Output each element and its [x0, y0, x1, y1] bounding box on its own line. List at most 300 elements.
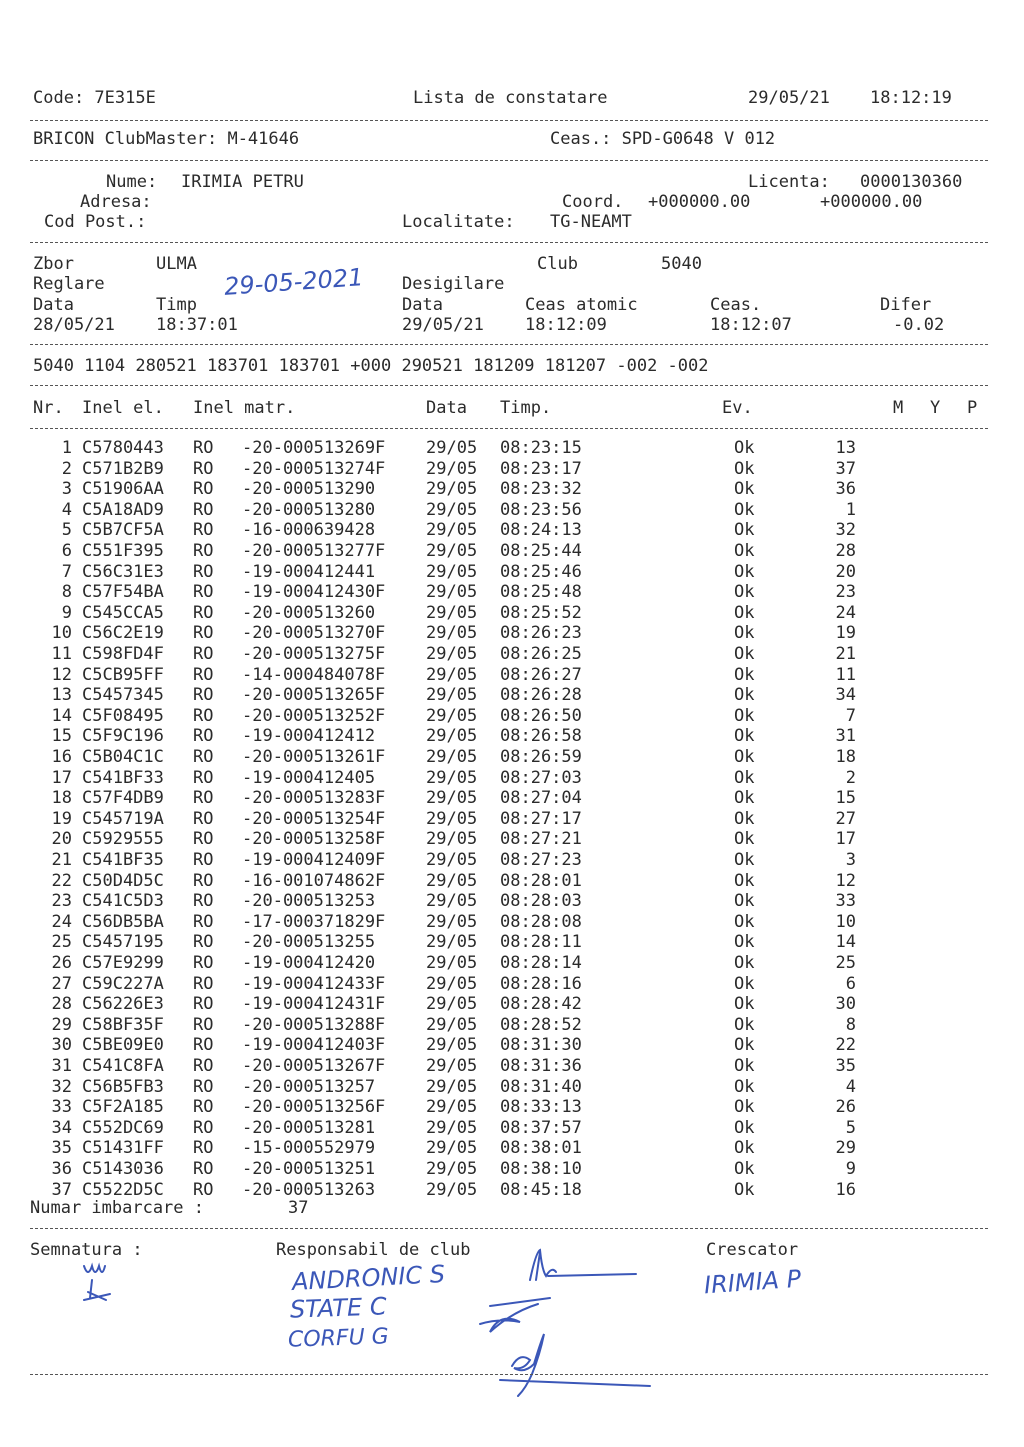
row-inel-el: C5522D5C	[82, 1179, 164, 1200]
row-nr: 1	[61, 438, 72, 458]
col-inel-matr: Inel matr.	[193, 398, 296, 418]
row-inel-el: C57E9299	[82, 953, 164, 973]
owner-name: IRIMIA PETRU	[181, 172, 304, 192]
row-inel-matr: -20-000513283F	[242, 788, 386, 809]
col-y: Y	[930, 398, 941, 418]
data2-label: Data	[402, 295, 443, 315]
row-rank: 1	[845, 499, 856, 520]
row-time: 08:28:08	[500, 911, 582, 932]
row-nr: 7	[61, 561, 72, 582]
row-nr: 25	[51, 932, 72, 953]
row-inel-el: C571B2B9	[82, 458, 164, 479]
row-nr: 35	[51, 1138, 72, 1159]
row-inel-el: C541BF33	[82, 767, 164, 788]
row-inel-matr: -20-000513265F	[242, 685, 386, 706]
row-time: 08:24:13	[500, 520, 582, 541]
row-inel-matr: -15-000552979	[242, 1138, 376, 1159]
row-time: 08:28:01	[500, 870, 582, 891]
row-inel-el: C5B04C1C	[82, 747, 164, 767]
col-inel-el: Inel el.	[82, 398, 164, 418]
row-inel-el: C5929555	[82, 829, 164, 850]
row-inel-matr: -19-000412409F	[242, 850, 386, 870]
row-date: 29/05	[426, 1097, 478, 1118]
row-time: 08:27:23	[500, 850, 582, 870]
row-inel-matr: -19-000412431F	[242, 994, 386, 1015]
row-country: RO	[193, 1076, 214, 1097]
row-country: RO	[193, 499, 214, 520]
row-inel-matr: -19-000412433F	[242, 973, 386, 994]
row-inel-el: C56DB5BA	[82, 911, 164, 932]
row-date: 29/05	[426, 623, 478, 644]
row-ev: Ok	[734, 1014, 755, 1035]
row-rank: 28	[835, 541, 856, 561]
row-country: RO	[193, 685, 214, 706]
row-nr: 16	[51, 747, 72, 767]
row-inel-matr: -19-000412403F	[242, 1035, 386, 1056]
row-time: 08:28:42	[500, 994, 582, 1015]
row-inel-matr: -20-000513254F	[242, 808, 386, 829]
club-label: Club	[537, 254, 578, 274]
row-inel-el: C545719A	[82, 808, 164, 829]
row-inel-matr: -20-000513274F	[242, 458, 386, 479]
row-rank: 22	[835, 1035, 856, 1056]
row-date: 29/05	[426, 911, 478, 932]
row-time: 08:28:16	[500, 973, 582, 994]
row-inel-matr: -20-000513255	[242, 932, 376, 953]
row-time: 08:27:21	[500, 829, 582, 850]
row-time: 08:23:15	[500, 438, 582, 458]
row-nr: 12	[51, 664, 72, 685]
row-time: 08:38:01	[500, 1138, 582, 1159]
code-label: Code: 7E315E	[33, 88, 156, 108]
row-ev: Ok	[734, 1097, 755, 1118]
row-inel-matr: -20-000513260	[242, 602, 376, 623]
row-inel-matr: -20-000513261F	[242, 747, 386, 767]
row-inel-el: C541BF35	[82, 850, 164, 870]
row-country: RO	[193, 1138, 214, 1159]
row-ev: Ok	[734, 891, 755, 912]
row-ev: Ok	[734, 1138, 755, 1159]
col-timp: Timp.	[500, 398, 552, 418]
row-inel-el: C541C8FA	[82, 1056, 164, 1076]
row-date: 29/05	[426, 1138, 478, 1159]
row-date: 29/05	[426, 747, 478, 767]
ceas-label: Ceas.	[710, 295, 762, 315]
row-rank: 29	[835, 1138, 856, 1159]
signature-label: Semnatura :	[30, 1240, 143, 1260]
row-time: 08:33:13	[500, 1097, 582, 1118]
row-country: RO	[193, 644, 214, 664]
row-rank: 3	[845, 850, 856, 870]
row-inel-el: C56B5FB3	[82, 1076, 164, 1097]
breeder-name: IRIMIA P	[703, 1264, 802, 1300]
row-date: 29/05	[426, 973, 478, 994]
row-nr: 17	[51, 767, 72, 788]
row-date: 29/05	[426, 1035, 478, 1056]
row-nr: 9	[61, 602, 72, 623]
row-rank: 16	[835, 1179, 856, 1200]
row-time: 08:28:03	[500, 891, 582, 912]
row-time: 08:25:46	[500, 561, 582, 582]
timp-label: Timp	[156, 295, 197, 315]
row-time: 08:27:03	[500, 767, 582, 788]
row-nr: 36	[51, 1159, 72, 1179]
breeder-label: Crescator	[706, 1240, 799, 1260]
row-country: RO	[193, 891, 214, 912]
difer-label: Difer	[880, 295, 932, 315]
row-ev: Ok	[734, 1076, 755, 1097]
resp-name-2: STATE C	[289, 1292, 388, 1324]
club-number: 5040	[661, 254, 702, 274]
name-label: Nume:	[106, 172, 158, 192]
col-p: P	[967, 398, 978, 418]
divider	[30, 1374, 988, 1375]
row-inel-matr: -20-000513270F	[242, 623, 386, 644]
row-nr: 11	[51, 644, 72, 664]
row-inel-el: C598FD4F	[82, 644, 164, 664]
row-time: 08:25:48	[500, 582, 582, 603]
club-resp-label: Responsabil de club	[276, 1240, 471, 1260]
row-date: 29/05	[426, 520, 478, 541]
row-date: 29/05	[426, 891, 478, 912]
locality-label: Localitate:	[402, 212, 515, 232]
row-inel-el: C545CCA5	[82, 602, 164, 623]
row-nr: 8	[61, 582, 72, 603]
row-country: RO	[193, 911, 214, 932]
row-nr: 4	[61, 499, 72, 520]
row-country: RO	[193, 520, 214, 541]
row-rank: 10	[835, 911, 856, 932]
row-date: 29/05	[426, 705, 478, 726]
row-country: RO	[193, 808, 214, 829]
row-date: 29/05	[426, 458, 478, 479]
row-rank: 20	[835, 561, 856, 582]
signature-2	[480, 1298, 550, 1332]
row-rank: 2	[845, 767, 856, 788]
row-date: 29/05	[426, 1179, 478, 1200]
row-inel-el: C5457195	[82, 932, 164, 953]
clock-id: Ceas.: SPD-G0648 V 012	[550, 129, 776, 149]
row-date: 29/05	[426, 561, 478, 582]
count-value: 37	[288, 1198, 309, 1218]
row-ev: Ok	[734, 479, 755, 500]
row-inel-matr: -19-000412441	[242, 561, 376, 582]
row-rank: 30	[835, 994, 856, 1015]
row-ev: Ok	[734, 499, 755, 520]
row-inel-matr: -20-000513290	[242, 479, 376, 500]
row-date: 29/05	[426, 685, 478, 706]
zbor-label: Zbor	[33, 254, 74, 274]
row-country: RO	[193, 953, 214, 973]
row-country: RO	[193, 1014, 214, 1035]
col-m: M	[893, 398, 904, 418]
row-inel-el: C5F08495	[82, 705, 164, 726]
row-time: 08:23:32	[500, 479, 582, 500]
row-nr: 26	[51, 953, 72, 973]
row-time: 08:26:27	[500, 664, 582, 685]
desig-date: 29/05/21	[402, 315, 484, 335]
signature-owner	[84, 1266, 110, 1300]
row-nr: 32	[51, 1076, 72, 1097]
row-ev: Ok	[734, 458, 755, 479]
row-time: 08:23:56	[500, 499, 582, 520]
row-time: 08:27:17	[500, 808, 582, 829]
difer-value: -0.02	[893, 315, 945, 335]
row-inel-el: C541C5D3	[82, 891, 164, 912]
signature-3	[500, 1334, 650, 1396]
row-inel-matr: -20-000513281	[242, 1117, 376, 1138]
row-time: 08:26:50	[500, 705, 582, 726]
row-ev: Ok	[734, 953, 755, 973]
reglare-label: Reglare	[33, 274, 105, 294]
row-inel-matr: -17-000371829F	[242, 911, 386, 932]
row-time: 08:31:40	[500, 1076, 582, 1097]
row-ev: Ok	[734, 1159, 755, 1179]
coord-x: +000000.00	[648, 192, 751, 212]
row-inel-matr: -20-000513280	[242, 499, 376, 520]
row-ev: Ok	[734, 767, 755, 788]
row-time: 08:26:58	[500, 726, 582, 747]
row-inel-el: C51906AA	[82, 479, 164, 500]
row-ev: Ok	[734, 808, 755, 829]
row-nr: 33	[51, 1097, 72, 1118]
row-inel-matr: -19-000412412	[242, 726, 376, 747]
row-nr: 22	[51, 870, 72, 891]
row-rank: 32	[835, 520, 856, 541]
row-inel-matr: -20-000513253	[242, 891, 376, 912]
row-inel-el: C56C2E19	[82, 623, 164, 644]
row-ev: Ok	[734, 602, 755, 623]
row-country: RO	[193, 1035, 214, 1056]
row-ev: Ok	[734, 438, 755, 458]
row-date: 29/05	[426, 829, 478, 850]
reglare-date: 28/05/21	[33, 315, 115, 335]
print-time: 18:12:19	[870, 88, 952, 108]
row-time: 08:31:30	[500, 1035, 582, 1056]
row-date: 29/05	[426, 1014, 478, 1035]
row-nr: 15	[51, 726, 72, 747]
row-rank: 21	[835, 644, 856, 664]
row-nr: 37	[51, 1179, 72, 1200]
row-inel-matr: -20-000513288F	[242, 1014, 386, 1035]
row-date: 29/05	[426, 953, 478, 973]
row-inel-el: C551F395	[82, 541, 164, 561]
row-nr: 34	[51, 1117, 72, 1138]
row-date: 29/05	[426, 850, 478, 870]
row-country: RO	[193, 582, 214, 603]
row-nr: 27	[51, 973, 72, 994]
row-inel-matr: -14-000484078F	[242, 664, 386, 685]
row-nr: 28	[51, 994, 72, 1015]
page-title: Lista de constatare	[413, 88, 608, 108]
row-ev: Ok	[734, 747, 755, 767]
row-rank: 11	[835, 664, 856, 685]
row-rank: 17	[835, 829, 856, 850]
count-label: Numar imbarcare :	[30, 1198, 204, 1218]
row-time: 08:37:57	[500, 1117, 582, 1138]
row-date: 29/05	[426, 602, 478, 623]
row-inel-matr: -20-000513251	[242, 1159, 376, 1179]
license-label: Licenta:	[748, 172, 830, 192]
row-inel-matr: -20-000513258F	[242, 829, 386, 850]
row-country: RO	[193, 1179, 214, 1200]
row-country: RO	[193, 479, 214, 500]
row-inel-matr: -16-001074862F	[242, 870, 386, 891]
row-date: 29/05	[426, 479, 478, 500]
row-date: 29/05	[426, 726, 478, 747]
row-time: 08:38:10	[500, 1159, 582, 1179]
system-id: BRICON ClubMaster: M-41646	[33, 129, 300, 149]
row-time: 08:27:04	[500, 788, 582, 809]
row-rank: 35	[835, 1056, 856, 1076]
row-country: RO	[193, 561, 214, 582]
row-date: 29/05	[426, 994, 478, 1015]
row-date: 29/05	[426, 1076, 478, 1097]
row-inel-matr: -19-000412430F	[242, 582, 386, 603]
row-date: 29/05	[426, 438, 478, 458]
row-rank: 24	[835, 602, 856, 623]
row-date: 29/05	[426, 644, 478, 664]
row-ev: Ok	[734, 870, 755, 891]
row-date: 29/05	[426, 582, 478, 603]
row-time: 08:28:52	[500, 1014, 582, 1035]
row-inel-matr: -19-000412420	[242, 953, 376, 973]
row-time: 08:23:17	[500, 458, 582, 479]
row-country: RO	[193, 438, 214, 458]
postal-label: Cod Post.:	[44, 212, 147, 232]
row-ev: Ok	[734, 829, 755, 850]
row-rank: 25	[835, 953, 856, 973]
row-inel-el: C50D4D5C	[82, 870, 164, 891]
row-country: RO	[193, 705, 214, 726]
row-date: 29/05	[426, 664, 478, 685]
row-rank: 15	[835, 788, 856, 809]
row-rank: 26	[835, 1097, 856, 1118]
row-country: RO	[193, 602, 214, 623]
row-country: RO	[193, 1097, 214, 1118]
row-nr: 3	[61, 479, 72, 500]
row-time: 08:31:36	[500, 1056, 582, 1076]
row-inel-el: C59C227A	[82, 973, 164, 994]
row-ev: Ok	[734, 911, 755, 932]
row-country: RO	[193, 458, 214, 479]
row-inel-el: C56226E3	[82, 994, 164, 1015]
row-rank: 8	[845, 1014, 856, 1035]
row-date: 29/05	[426, 870, 478, 891]
desig-clock: 18:12:07	[710, 315, 792, 335]
desig-atomic: 18:12:09	[525, 315, 607, 335]
col-nr: Nr.	[33, 398, 64, 418]
reglare-time: 18:37:01	[156, 315, 238, 335]
row-date: 29/05	[426, 541, 478, 561]
row-country: RO	[193, 1056, 214, 1076]
row-time: 08:26:28	[500, 685, 582, 706]
row-inel-el: C5CB95FF	[82, 664, 164, 685]
row-rank: 34	[835, 685, 856, 706]
row-inel-el: C5F9C196	[82, 726, 164, 747]
row-inel-matr: -20-000513257	[242, 1076, 376, 1097]
row-date: 29/05	[426, 1056, 478, 1076]
row-inel-el: C5457345	[82, 685, 164, 706]
handwritten-date: 29-05-2021	[223, 263, 365, 301]
row-nr: 14	[51, 705, 72, 726]
row-nr: 5	[61, 520, 72, 541]
desigilare-label: Desigilare	[402, 274, 505, 294]
row-inel-el: C5A18AD9	[82, 499, 164, 520]
row-inel-el: C5780443	[82, 438, 164, 458]
col-ev: Ev.	[722, 398, 753, 418]
row-inel-el: C5F2A185	[82, 1097, 164, 1118]
row-ev: Ok	[734, 932, 755, 953]
row-date: 29/05	[426, 788, 478, 809]
row-ev: Ok	[734, 705, 755, 726]
locality: TG-NEAMT	[550, 212, 632, 232]
row-ev: Ok	[734, 623, 755, 644]
row-ev: Ok	[734, 520, 755, 541]
row-rank: 9	[845, 1159, 856, 1179]
row-inel-matr: -20-000513269F	[242, 438, 386, 458]
row-ev: Ok	[734, 1035, 755, 1056]
row-nr: 6	[61, 541, 72, 561]
row-rank: 19	[835, 623, 856, 644]
row-time: 08:28:11	[500, 932, 582, 953]
row-rank: 5	[845, 1117, 856, 1138]
row-country: RO	[193, 829, 214, 850]
col-data: Data	[426, 398, 467, 418]
row-ev: Ok	[734, 644, 755, 664]
row-date: 29/05	[426, 932, 478, 953]
row-rank: 12	[835, 870, 856, 891]
row-ev: Ok	[734, 1117, 755, 1138]
row-inel-el: C51431FF	[82, 1138, 164, 1159]
row-nr: 31	[51, 1056, 72, 1076]
row-ev: Ok	[734, 685, 755, 706]
row-ev: Ok	[734, 850, 755, 870]
row-nr: 20	[51, 829, 72, 850]
row-inel-el: C5B7CF5A	[82, 520, 164, 541]
row-country: RO	[193, 767, 214, 788]
zbor-value: ULMA	[156, 254, 197, 274]
row-time: 08:26:59	[500, 747, 582, 767]
row-time: 08:26:25	[500, 644, 582, 664]
row-inel-matr: -20-000513252F	[242, 705, 386, 726]
row-country: RO	[193, 870, 214, 891]
row-ev: Ok	[734, 726, 755, 747]
signature-1	[530, 1250, 636, 1280]
row-rank: 7	[845, 705, 856, 726]
row-inel-el: C57F54BA	[82, 582, 164, 603]
row-country: RO	[193, 850, 214, 870]
row-ev: Ok	[734, 994, 755, 1015]
row-nr: 2	[61, 458, 72, 479]
row-inel-el: C57F4DB9	[82, 788, 164, 809]
row-nr: 21	[51, 850, 72, 870]
row-country: RO	[193, 932, 214, 953]
row-inel-matr: -20-000513277F	[242, 541, 386, 561]
row-date: 29/05	[426, 1159, 478, 1179]
row-nr: 23	[51, 891, 72, 912]
row-ev: Ok	[734, 664, 755, 685]
resp-name-1: ANDRONIC S	[291, 1260, 446, 1296]
row-inel-matr: -20-000513256F	[242, 1097, 386, 1118]
row-inel-matr: -16-000639428	[242, 520, 376, 541]
row-rank: 4	[845, 1076, 856, 1097]
row-country: RO	[193, 1159, 214, 1179]
row-country: RO	[193, 994, 214, 1015]
row-time: 08:25:44	[500, 541, 582, 561]
row-rank: 37	[835, 458, 856, 479]
row-time: 08:26:23	[500, 623, 582, 644]
